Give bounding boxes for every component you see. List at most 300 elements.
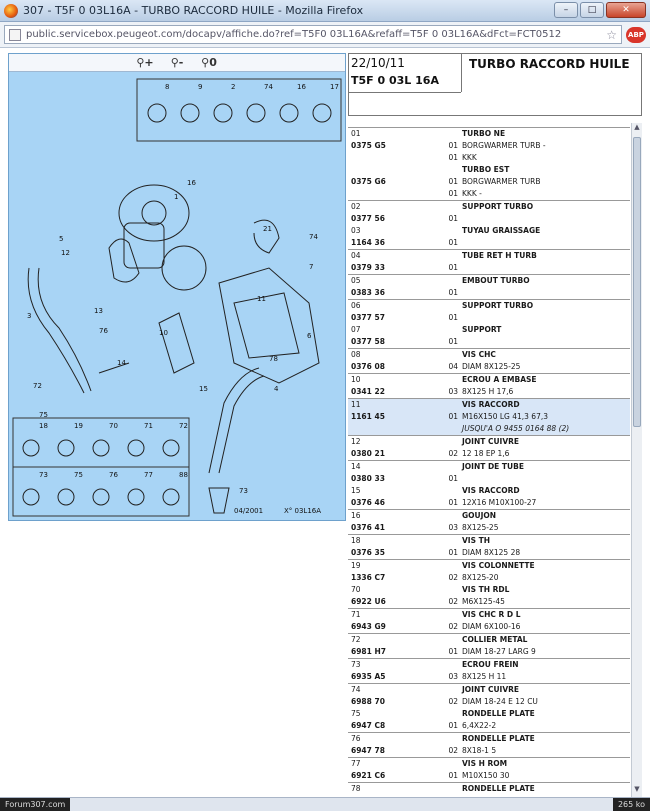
part-qty [420,684,460,696]
part-description: VIS COLONNETTE [462,561,535,570]
part-ref: 1161 45 [351,412,385,421]
part-ref: 18 [351,536,361,545]
part-ref: 06 [351,301,361,310]
part-ref: 0379 33 [351,263,385,272]
part-ref: 0376 08 [351,362,385,371]
part-description: SUPPORT TURBO [462,301,534,310]
table-line [348,745,630,757]
part-qty: 01 [448,153,458,162]
table-line [348,547,630,559]
part-qty [420,733,460,745]
part-ref: 6922 U6 [351,597,386,606]
part-qty [420,560,460,572]
part-description [460,336,630,348]
part-description [460,213,630,225]
part-ref: 0383 36 [351,288,385,297]
window-controls [554,2,646,18]
table-line [348,128,630,140]
part-qty [420,510,460,522]
table-line [348,497,630,509]
window-titlebar [0,0,650,22]
table-line [348,386,630,398]
close-icon[interactable]: ✕ [606,2,646,18]
table-line [348,770,630,782]
table-line [348,324,630,336]
table-line [348,164,630,176]
part-qty [420,399,460,411]
part-qty: 01 [448,498,458,507]
callout-label: 78 [269,355,278,363]
part-description: JOINT CUIVRE [462,437,520,446]
scroll-down-icon[interactable]: ▼ [634,785,640,793]
table-line [348,448,630,460]
table-line [348,621,630,633]
table-row[interactable] [348,684,630,733]
box-label: 16 [297,83,306,91]
part-ref: 07 [351,325,361,334]
part-ref: 75 [351,709,361,718]
table-line [348,399,630,411]
part-qty: 02 [448,573,458,582]
table-row[interactable] [348,275,630,300]
part-description: DIAM 8X125 28 [462,548,521,557]
callout-label: 75 [39,411,48,419]
part-description: JUSQU'A O 9455 0164 88 (2) [462,424,570,433]
part-qty [420,461,460,473]
part-description: VIS H ROM [462,759,508,768]
part-ref: 11 [351,400,361,409]
box-label: 77 [144,471,153,479]
box-label: 8 [165,83,170,91]
forum-watermark: Forum307.com [0,798,70,811]
part-description: BORGWARMER TURB [462,177,541,186]
callout-label: 74 [309,233,318,241]
table-row[interactable] [348,300,630,349]
table-row[interactable] [348,634,630,659]
part-ref: 10 [351,375,361,384]
part-ref: 70 [351,585,361,594]
table-line [348,473,630,485]
part-ref: 6921 C6 [351,771,386,780]
part-qty: 01 [448,647,458,656]
zoom-in-icon[interactable]: ⚲+ [136,56,154,69]
part-description: 8X125 H 17,6 [462,387,514,396]
part-description: 12 18 EP 1,6 [462,449,510,458]
part-qty [420,609,460,621]
status-bar [0,797,650,811]
table-row[interactable] [348,349,630,374]
table-row[interactable] [348,436,630,461]
table-line [348,275,630,287]
table-line [348,783,630,795]
part-description: TURBO NE [462,129,506,138]
part-qty: 01 [448,263,458,272]
part-qty: 03 [448,672,458,681]
part-description: DIAM 6X100-16 [462,622,521,631]
part-description: DIAM 18-24 E 12 CU [462,697,538,706]
box-label: 71 [144,422,153,430]
part-qty: 02 [448,449,458,458]
part-qty: 02 [448,697,458,706]
box-label: 19 [74,422,83,430]
scroll-thumb[interactable] [633,137,641,427]
table-line [348,411,630,423]
part-ref: 0377 57 [351,313,385,322]
table-line [348,696,630,708]
table-row[interactable] [348,128,630,201]
part-qty [420,324,460,336]
header-code: T5F 0 03L 16A [351,74,439,87]
table-line [348,140,630,152]
part-description: SUPPORT [462,325,502,334]
page-size: 265 ko [613,798,650,811]
part-ref: 01 [351,129,361,138]
part-description: M16X150 LG 41,3 67,3 [462,412,549,421]
part-description: JOINT CUIVRE [462,685,520,694]
part-ref: 08 [351,350,361,359]
table-row[interactable] [348,535,630,560]
part-ref: 15 [351,486,361,495]
part-qty: 03 [448,387,458,396]
part-description: TUYAU GRAISSAGE [462,226,541,235]
part-qty [420,436,460,448]
table-line [348,659,630,671]
box-label: 76 [109,471,118,479]
part-qty: 01 [448,412,458,421]
part-description: TURBO EST [462,165,510,174]
table-line [348,374,630,386]
part-ref: 0376 46 [351,498,385,507]
address-bar [0,22,650,48]
part-qty [420,783,460,795]
box-label: 2 [231,83,236,91]
part-qty: 01 [448,771,458,780]
part-qty [420,758,460,770]
part-ref: 05 [351,276,361,285]
part-qty: 04 [448,362,458,371]
part-description: DIAM 18-27 LARG 9 [462,647,536,656]
table-row[interactable] [348,510,630,535]
part-qty [420,300,460,312]
part-ref [348,423,420,435]
table-line [348,758,630,770]
part-qty: 01 [448,238,458,247]
part-ref: 16 [351,511,361,520]
table-scrollbar[interactable] [631,123,642,797]
part-ref: 0375 G5 [351,141,386,150]
table-line [348,176,630,188]
callout-label: 14 [117,359,126,367]
part-description: M6X125-45 [462,597,505,606]
part-qty: 01 [448,177,458,186]
box-label: 70 [109,422,118,430]
callout-label: 4 [274,385,279,393]
table-line [348,461,630,473]
part-description: JOINT DE TUBE [462,462,524,471]
part-description: COLLIER METAL [462,635,528,644]
part-qty [420,584,460,596]
box-label: 17 [330,83,339,91]
maximize-icon[interactable]: □ [580,2,604,18]
table-line [348,535,630,547]
table-line [348,300,630,312]
part-ref: 0380 21 [351,449,385,458]
part-description: M10X150 30 [462,771,510,780]
callout-label: 11 [257,295,266,303]
scroll-up-icon[interactable]: ▲ [634,123,640,131]
callout-label: 1 [174,193,179,201]
adblock-icon[interactable]: ABP [626,27,646,43]
callout-label: 5 [59,235,64,243]
table-line [348,733,630,745]
table-row[interactable] [348,659,630,684]
part-ref: 12 [351,437,361,446]
part-description: VIS TH [462,536,491,545]
part-ref: 6935 A5 [351,672,386,681]
part-description: KKK [462,153,477,162]
part-ref: 77 [351,759,361,768]
part-ref [348,152,420,164]
page-icon [9,29,21,41]
part-qty: 03 [448,523,458,532]
part-ref: 0377 58 [351,337,385,346]
part-description: RONDELLE PLATE [462,709,535,718]
callout-label: 13 [94,307,103,315]
table-line [348,188,630,200]
part-ref: 0376 41 [351,523,385,532]
part-ref: 14 [351,462,361,471]
zoom-toolbar [9,54,345,72]
table-line [348,262,630,274]
part-qty [420,275,460,287]
part-description: KKK - [462,189,482,198]
table-line [348,361,630,373]
zoom-out-icon[interactable]: ⚲- [170,56,184,69]
part-qty: 01 [448,313,458,322]
part-qty [420,659,460,671]
zoom-reset-icon[interactable]: ⚲ 0 [201,56,217,69]
table-line [348,596,630,608]
part-qty: 01 [448,141,458,150]
url-input[interactable] [4,25,622,44]
part-qty: 02 [448,746,458,755]
box-label: 18 [39,422,48,430]
table-line [348,349,630,361]
table-row[interactable] [348,758,630,783]
part-qty [420,201,460,213]
part-description: 6,4X22-2 [462,721,497,730]
part-ref: 6947 78 [351,746,385,755]
header-date: 22/10/11 [351,56,405,70]
callout-label: 73 [239,487,248,495]
table-row[interactable] [348,461,630,510]
table-line [348,250,630,262]
parts-pane [348,53,642,797]
part-qty [420,128,460,140]
part-ref: 76 [351,734,361,743]
part-description: DIAM 8X125-25 [462,362,521,371]
part-description: EMBOUT TURBO [462,276,530,285]
part-description: 12X16 M10X100-27 [462,498,537,507]
table-row[interactable] [348,250,630,275]
part-description: VIS TH RDL [462,585,510,594]
part-qty: 01 [448,189,458,198]
callout-label: 16 [187,179,196,187]
part-description: 8X125-20 [462,573,499,582]
box-label: 74 [264,83,273,91]
exploded-parts-diagram [9,73,345,520]
url-text[interactable]: public.servicebox.peugeot.com/docapv/affiche.do?ref=T5F0 03L16A&refaff=T5F 0 03L16A&dFct=FCT0512 [26,29,562,40]
part-ref: 6988 70 [351,697,385,706]
table-line [348,584,630,596]
part-qty [420,634,460,646]
part-description: BORGWARMER TURB - [462,141,546,150]
table-row[interactable] [348,733,630,758]
table-line [348,522,630,534]
part-ref: 71 [351,610,361,619]
part-description: 8X18-1 5 [462,746,497,755]
part-qty: 01 [448,548,458,557]
callout-label: 15 [199,385,208,393]
part-description: 8X125-25 [462,523,499,532]
part-qty: 02 [448,597,458,606]
part-ref: 0377 56 [351,214,385,223]
table-row[interactable] [348,560,630,609]
part-ref: 74 [351,685,361,694]
part-qty [420,225,460,237]
table-row[interactable] [348,374,630,399]
diagram-code: X° 03L16A [284,507,322,515]
diagram-pane [8,53,346,521]
part-qty: 02 [448,622,458,631]
part-ref: 6943 G9 [351,622,386,631]
part-ref [348,188,420,200]
part-ref: 19 [351,561,361,570]
table-line [348,312,630,324]
parts-header [348,53,642,116]
part-ref: 6947 C8 [351,721,386,730]
callout-label: 3 [27,312,32,320]
window-title: 307 - T5F 0 03L16A - TURBO RACCORD HUILE - Mozilla Firefox [23,4,364,17]
table-line [348,708,630,720]
header-title: TURBO RACCORD HUILE [469,57,630,71]
callout-label: 76 [99,327,108,335]
table-line [348,287,630,299]
part-ref: 78 [351,784,361,793]
part-qty: 01 [448,214,458,223]
part-ref: 02 [351,202,361,211]
part-qty [420,708,460,720]
part-ref: 1164 36 [351,238,385,247]
part-qty [420,374,460,386]
part-ref [348,164,420,176]
table-line [348,671,630,683]
bookmark-star-icon[interactable]: ☆ [606,27,617,42]
table-line [348,634,630,646]
part-description: 8X125 H 11 [462,672,507,681]
part-ref: 03 [351,226,361,235]
part-qty [420,349,460,361]
part-description: TUBE RET H TURB [462,251,537,260]
part-ref: 6981 H7 [351,647,386,656]
table-line [348,720,630,732]
table-line [348,423,630,435]
table-line [348,152,630,164]
box-label: 9 [198,83,203,91]
part-ref: 0341 22 [351,387,385,396]
part-description [460,262,630,274]
table-line [348,684,630,696]
table-line [348,609,630,621]
part-description [460,287,630,299]
box-label: 73 [39,471,48,479]
zoom-label: 0 [209,56,217,69]
part-description [460,312,630,324]
part-description: ECROU FREIN [462,660,519,669]
callout-label: 6 [307,332,312,340]
table-line [348,225,630,237]
part-qty: 01 [448,474,458,483]
callout-label: 10 [159,329,168,337]
part-qty [420,485,460,497]
box-label: 72 [179,422,188,430]
part-qty [420,535,460,547]
part-description: VIS CHC [462,350,496,359]
callout-label: 21 [263,225,272,233]
diagram-date: 04/2001 [234,507,264,515]
table-row[interactable] [348,201,630,250]
table-line [348,572,630,584]
part-qty [420,164,460,176]
part-ref: 0380 33 [351,474,385,483]
table-line [348,213,630,225]
table-line [348,485,630,497]
part-description [460,473,630,485]
callout-label: 72 [33,382,42,390]
part-description: VIS RACCORD [462,486,520,495]
table-line [348,436,630,448]
callout-label: 7 [309,263,314,271]
part-ref: 04 [351,251,361,260]
part-qty [420,423,460,435]
page-content [0,49,650,797]
part-ref: 1336 C7 [351,573,386,582]
part-description: VIS RACCORD [462,400,520,409]
part-ref: 0376 35 [351,548,385,557]
table-line [348,646,630,658]
part-description: ECROU A EMBASE [462,375,537,384]
table-line [348,336,630,348]
table-line [348,560,630,572]
part-qty: 01 [448,288,458,297]
table-row[interactable] [348,399,630,436]
box-label: 88 [179,471,188,479]
box-label: 75 [74,471,83,479]
part-description: VIS CHC R D L [462,610,521,619]
part-ref: 0375 G6 [351,177,386,186]
table-line [348,201,630,213]
part-description: SUPPORT TURBO [462,202,534,211]
part-description: RONDELLE PLATE [462,734,535,743]
table-row[interactable] [348,609,630,634]
table-line [348,237,630,249]
part-qty [420,250,460,262]
part-ref: 73 [351,660,361,669]
part-qty: 01 [448,337,458,346]
part-ref: 72 [351,635,361,644]
part-qty: 01 [448,721,458,730]
minimize-icon[interactable]: – [554,2,578,18]
